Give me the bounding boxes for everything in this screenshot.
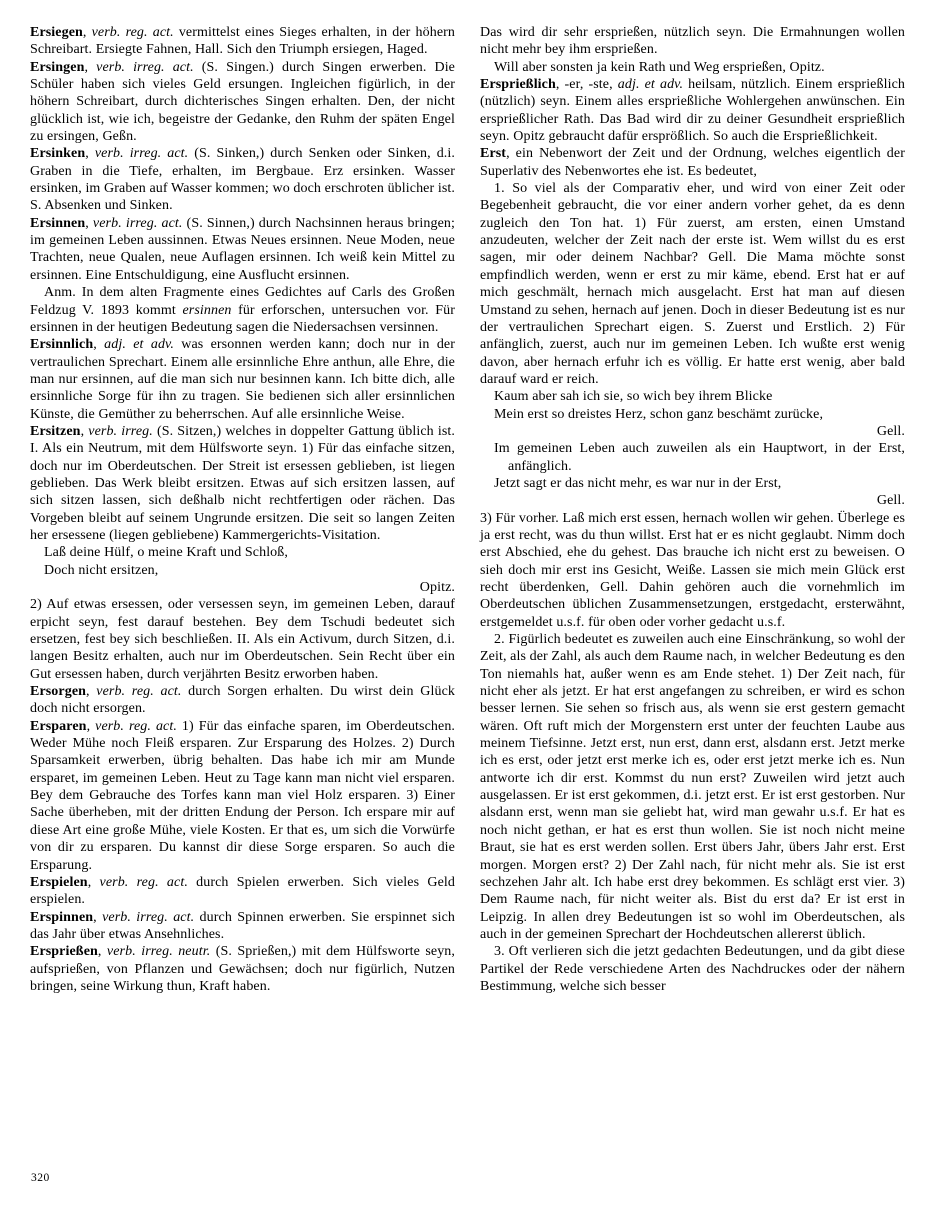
page-number: 320 [31, 1172, 50, 1184]
right-column [480, 24, 905, 995]
citation-line: Jetzt sagt er das nicht mehr, es war nur in der Erst, [494, 475, 782, 491]
dictionary-entry-ersitzen: Ersitzen, verb. irreg. (S. Sitzen,) welches in doppelter Gattung üblich ist. I. Als ein Neutrum, mit dem Hülfsworte seyn. 1) Für das einfache sitzen, doch nur im Oberdeutschen. Der Streit ist ersessen geblieben, ist liegen geblieben. Das Werk bleibt ersitzen. Etwas auf sich ersitzen lassen, auf sich sitzen lassen, sich deßhalb nicht rechtfertigen oder rächen. Das Vorgeben bleibt auf seinem Ungrunde ersitzen. Die seit so langen Zeiten her ersessene (liegen gebliebene) Kammergerichts-Visitation. [30, 423, 455, 543]
dictionary-entry-erst: Erst, ein Nebenwort der Zeit und der Ordnung, welches eigentlich der Superlativ des Nebenwortes ehe ist. Es bedeutet, [480, 146, 905, 179]
dictionary-entry-ersorgen: Ersorgen, verb. reg. act. durch Sorgen erhalten. Du wirst dein Glück doch nicht ersorgen. [30, 684, 455, 717]
citation-line: Will aber sonsten ja kein Rath und Weg ersprießen, Opitz. [494, 59, 825, 75]
attribution: Opitz. [419, 580, 455, 595]
dictionary-entry-ersparen: Ersparen, verb. reg. act. 1) Für das einfache sparen, im Oberdeutschen. Weder Mühe noch Fleiß ersparen. Zur Ersparung des Holzes. 2) Durch Sparsamkeit erwerben, übrig behalten. Das habe ich mir am Munde ersparet, im gemeinen Leben. Heut zu Tage kann man nicht viel ersparen. Bey dem Gebrauche des Torfes kann man viel Holz ersparen. 3) Einer Sache überheben, mit der dritten Endung der Person. Ich erspare mir auf diese Art eine große Mühe, viele Kosten. Er that es, um sich die Vorwürfe von dir zu ersparen. Du kannst dir diese Sorge ersparen. So auch die Ersparung. [30, 718, 456, 873]
hanging-paragraph: Im gemeinen Leben auch zuweilen als ein Hauptwort, in der Erst, anfänglich. [494, 441, 905, 474]
numbered-paragraph-1: 1. So viel als der Comparativ eher, und wird von einer Zeit oder Begebenheit gebraucht, die vor einer andern vorher gehet, da es denn zugleich den Ton hat. 1) Für zuerst, am ersten, einen Umstand anzudeuten, welcher der Zeit nach der erste ist. Wem willst du es erst sagen, mir oder deinem Nachbar? Gell. Die Mama möchte sonst empfindlich werden, wenn er erst zu mir käme, ebend. Erst hat er auf mich geschmält, hernach mich ausgelacht. Erst hat man auf diesen Umstand zu sehen, hernach auf jenen. Doch in dieser Bedeutung ist es nur der vertraulichen Sprechart eigen. S. Zuerst und Erstlich. 2) Für anfänglich, zuerst, auch nur im gemeinen Leben. Ich wußte erst wenig davon, aber hernach erfuhr ich es völlig. Er hatte erst wenig, aber bald darauf ward er reich. [480, 181, 905, 387]
paragraph: 3) Für vorher. Laß mich erst essen, hernach wollen wir gehen. Überlege es ja erst recht, was du thun willst. Erst hat er es nicht geglaubt. Nimm doch erst Abschied, ehe du gehest. Das brauche ich nicht erst zu beweisen. O sieh doch mir erst ins Gesicht, Weiße. Lassen sie mich mein Glück erst recht überdenken, Gell. Dahin gehören auch die vornehmlich im Oberdeutschen üblichen Zusammensetzungen, erstgedacht, ersterwähnt, erstgemeldet u.s.f. für oben oder vorher gedacht u.s.f. [480, 510, 905, 630]
paragraph: 2) Auf etwas ersessen, oder versessen seyn, im gemeinen Leben, darauf erpicht seyn, fest darauf bestehen. Bey dem Tschudi bedeutet sich ersetzen, fest bey sich beschließen. II. Als ein Activum, durch Sitzen, d.i. langen Besitz erhalten, auch nur im Oberdeutschen. Sein Recht über ein Gut ersessen haben, durch verjährten Besitz erworben haben. [30, 597, 455, 682]
dictionary-entry-erspinnen: Erspinnen, verb. irreg. act. durch Spinnen erwerben. Sie erspinnet sich das Jahr über etwas Ansehnliches. [30, 909, 455, 942]
dictionary-entry-erspielen: Erspielen, verb. reg. act. durch Spielen erwerben. Sich vieles Geld erspielen. [30, 874, 456, 908]
attribution: Gell. [876, 493, 905, 509]
verse-line: Kaum aber sah ich sie, so wich bey ihrem Blicke [494, 389, 773, 405]
numbered-paragraph-3: 3. Oft verlieren sich die jetzt gedachten Bedeutungen, und da gibt diese Partikel der Rede verschiedene Arten des Nachdruckes oder der nähern Bestimmung, welche sich besser [480, 944, 905, 994]
dictionary-entry-ersspriesslich: Ersprießlich, -er, -ste, adj. et adv. heilsam, nützlich. Einem ersprießlich (nützlich) seyn. Einem alles ersprießliche Wohlergehen anwünschen. Ein ersprießlicher Rath. Das Bad wird dir zu deiner Gesundheit ersprießlich seyn. Opitz gebraucht dafür ersprößlich. So auch die Ersprießlichkeit. [480, 77, 905, 145]
verse-line: Laß deine Hülf, o meine Kraft und Schloß, [44, 545, 288, 561]
dictionary-entry-ersinken: Ersinken, verb. irreg. act. (S. Sinken,) durch Senken oder Sinken, d.i. Graben in die Tiefe, erhalten, im Bergbaue. Erz ersinken. Wasser ersinken, im Graben auf Wasser kommen; wo doch erschroten üblicher ist. S. Absenken und Sinken. [30, 146, 455, 214]
dictionary-entry-ersinnlich: Ersinnlich, adj. et adv. was ersonnen werden kann; doch nur in der vertraulichen Sprechart. Einem alle ersinnliche Ehre anthun, alle Ehre, die man nur ersinnen, auf die man sich nur besinnen kann. Ich bitte dich, alle ersinnliche Sorge für ihn zu tragen. Sie bedienen sich aller ersinnlichen Künste, die Gemüther zu beherrschen. Auf alle ersinnliche Weise. [30, 337, 455, 422]
dictionary-entry-ersspriessen: Ersprießen, verb. irreg. neutr. (S. Sprießen,) mit dem Hülfsworte seyn, aufsprießen, von Pflanzen und Gewächsen; doch nur figürlich, Nutzen bringen, seine Wirkung thun, Kraft haben. [30, 944, 456, 994]
attribution: Gell. [876, 423, 905, 439]
dictionary-entry-ersingen: Ersingen, verb. irreg. act. (S. Singen.) durch Singen erwerben. Die Schüler haben sich vieles Geld ersungen. Ingleichen figürlich, in der höhern Schreibart, durch dichterisches Singen erhalten. Den, der nicht glücklich ist, wie ich, begeistre der Gedanke, den Ruhm der späten Engel zu ersingen, Geßn. [30, 59, 455, 145]
text-columns [30, 24, 905, 995]
dictionary-entry-ersinnen: Ersinnen, verb. irreg. act. (S. Sinnen,) durch Nachsinnen heraus bringen; im gemeinen Leben aussinnen. Etwas Neues ersinnen. Neue Moden, neue Trachten, neue Qualen, neue Auflagen ersinnen. Ich weiß kein Mittel zu ersinnen. Eine Entschuldigung, eine Ausflucht ersinnen. [30, 215, 455, 283]
paragraph-continuation: Das wird dir sehr ersprießen, nützlich seyn. Die Ermahnungen wollen nicht mehr bey ihm ersprießen. [480, 25, 905, 58]
verse-line: Doch nicht ersitzen, [44, 562, 159, 578]
left-column [30, 24, 455, 995]
verse-line: Mein erst so dreistes Herz, schon ganz beschämt zurücke, [494, 406, 824, 422]
dictionary-entry-ersiegen: Ersiegen, verb. reg. act. vermittelst eines Sieges erhalten, in der höhern Schreibart. Ersiegte Fahnen, Hall. Sich den Triumph ersiegen, Haged. [30, 25, 456, 58]
numbered-paragraph-2: 2. Figürlich bedeutet es zuweilen auch eine Einschränkung, so wohl der Zeit, als der Zahl, als auch dem Raume nach, in welcher Bedeutung es den Ton niemahls hat, außer wenn es am Ende stehet. 1) Der Zeit nach, für nicht eher als jetzt. Er hat erst angefangen zu schreiben, er wird es schon besser lernen. Sie sehen so frisch aus, als wenn sie erst gestern gemacht wären. Oft ruft mich der Morgenstern erst unter der feuchten Laube aus meinem Tiefsinne. Jetzt erst, nun erst, dann erst, alsdann erst. Jetzt merke ich es erst, oder jetzt erst merke ich es, oder erst jetzt merke ich es. Nun antworte ich dir erst. Kommst du nun erst? Zuweilen wird jetzt auch ausgelassen. Er ist erst gekommen, d.i. jetzt erst. Er ist erst gestorben. Nur alsdann erst, wenn man sie geliebt hat, wird man gewahr u.s.f. Er hat es noch nicht gethan, er hat es erst thun wollen. Sie ist noch nicht meine Braut, sie hat es erst werden sollen. Erst übers Jahr, übers Jahr erst. Erst morgen. Morgen erst? 2) Der Zahl nach, für nicht mehr als. Sie ist erst sechzehen Jahr alt. Ich habe erst drey bekommen. Es schlägt erst vier. 3) Dem Raume nach, für nicht weiter als. Bist du erst da? Er ist erst in Leipzig. In allen drey Bedeutungen ist so wohl im Oberdeutschen, als auch in der gemeinen Sprechart der Hochdeutschen allererst üblich. [480, 632, 905, 942]
annotation-paragraph: Anm. In dem alten Fragmente eines Gedichtes auf Carls des Großen Feldzug V. 1893 kommt ersinnen für erforschen, untersuchen vor. Für ersinnen in der heutigen Bedeutung sagen die Niedersachsen versinnen. [30, 285, 455, 335]
